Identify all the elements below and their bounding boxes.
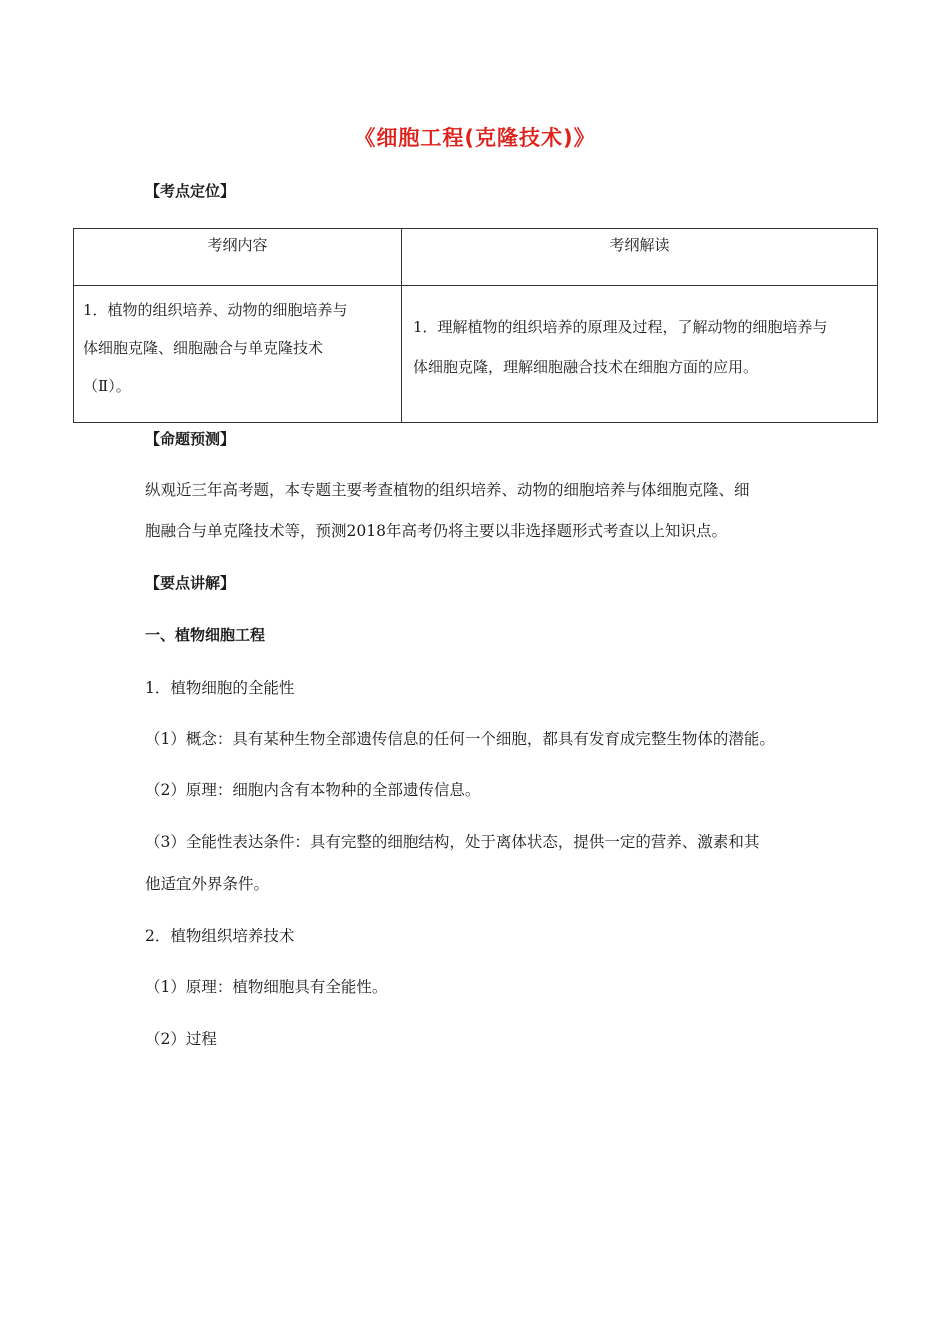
item1-title: 1．植物细胞的全能性 [145,679,295,697]
item2-principle: （1）原理：植物细胞具有全能性。 [145,978,388,996]
content-line: （Ⅱ）。 [83,377,131,395]
item1-principle: （2）原理：细胞内含有本物种的全部遗传信息。 [145,781,481,799]
content-line: 体细胞克隆、细胞融合与单克隆技术 [83,339,324,357]
prediction-line: 纵观近三年高考题，本专题主要考查植物的组织培养、动物的细胞培养与体细胞克隆、细 [145,481,750,499]
item2-title: 2．植物组织培养技术 [145,927,295,945]
table-header-row [74,229,878,286]
section-key-points: 【要点讲解】 [145,574,236,592]
item1-conditions-line: 他适宜外界条件。 [145,875,270,893]
cell-interpretation [402,286,878,423]
cell-content [74,286,402,423]
interpretation-line: 体细胞克隆，理解细胞融合技术在细胞方面的应用。 [413,358,759,376]
item1-concept: （1）概念：具有某种生物全部遗传信息的任何一个细胞，都具有发育成完整生物体的潜能。 [145,730,775,748]
item2-process: （2）过程 [145,1030,217,1048]
interpretation-line: 1．理解植物的组织培养的原理及过程，了解动物的细胞培养与 [413,318,828,336]
item1-conditions-line: （3）全能性表达条件：具有完整的细胞结构，处于离体状态，提供一定的营养、激素和其 [145,833,760,851]
document-title: 《细胞工程(克隆技术)》 [354,126,596,150]
content-line: 1．植物的组织培养、动物的细胞培养与 [83,301,348,319]
header-interpretation: 考纲解读 [402,229,878,286]
prediction-line: 胞融合与单克隆技术等，预测2018年高考仍将主要以非选择题形式考查以上知识点。 [145,522,727,540]
header-content: 考纲内容 [74,229,402,286]
section-exam-position: 【考点定位】 [145,182,236,200]
table-row [74,286,878,423]
heading-plant-cell-engineering: 一、植物细胞工程 [145,626,266,644]
section-prediction: 【命题预测】 [145,430,236,448]
exam-outline-table [73,228,878,423]
